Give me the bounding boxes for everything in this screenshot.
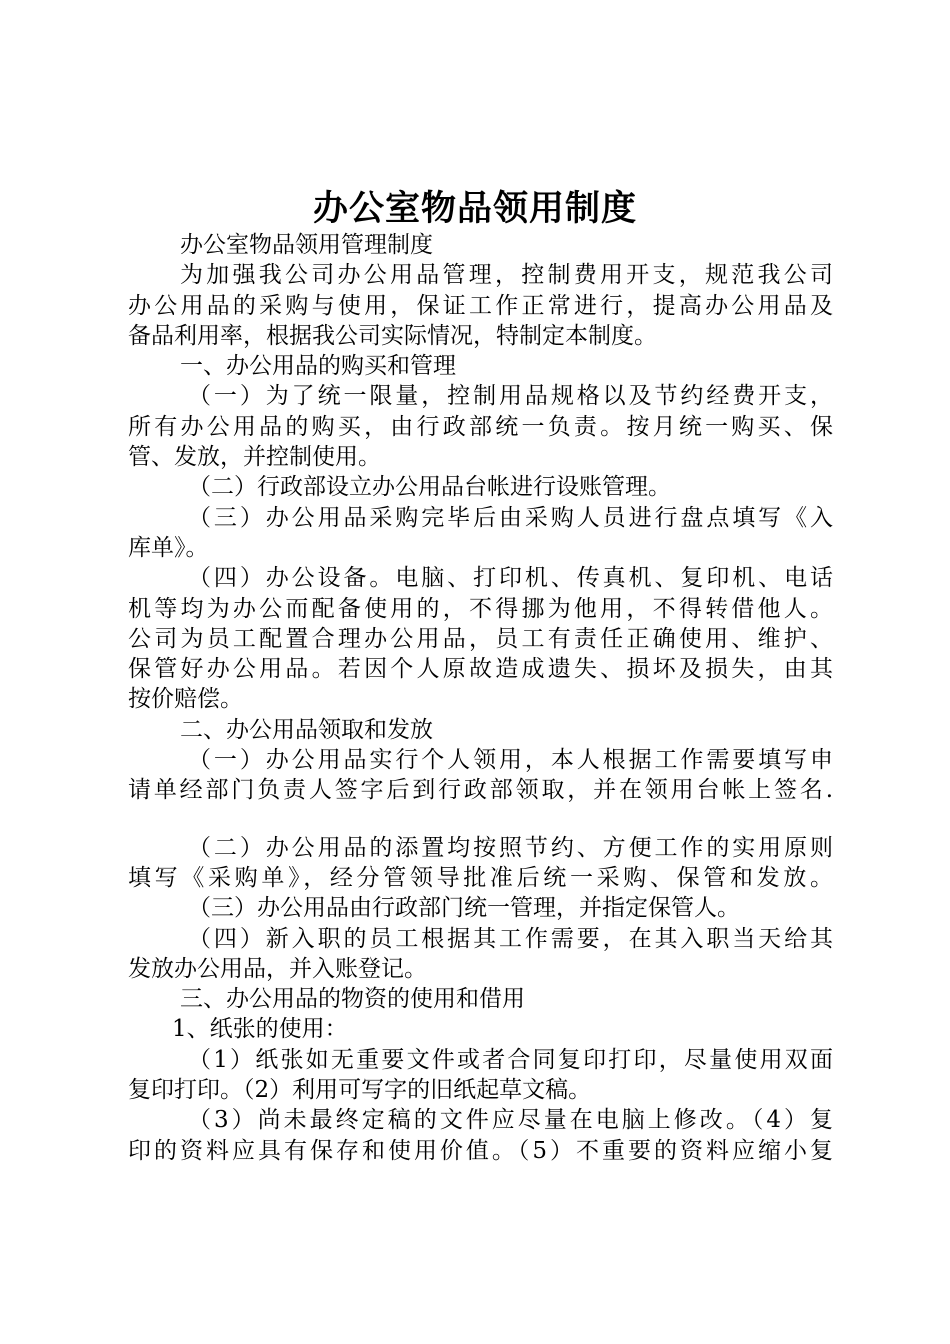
- section-heading: 二、办公用品领取和发放: [180, 716, 433, 743]
- paragraph-line: 复印打印。（2）利用可写字的旧纸起草文稿。: [128, 1077, 592, 1104]
- paragraph-line: 备品利用率，根据我公司实际情况，特制定本制度。: [128, 322, 657, 349]
- blank-line: [128, 806, 833, 833]
- paragraph-line: （一）办公用品实行个人领用，本人根据工作需要填写申: [188, 747, 833, 774]
- paragraph-line: 管、发放，并控制使用。: [128, 444, 381, 471]
- paragraph-line: （3）尚未最终定稿的文件应尽量在电脑上修改。（4）复: [188, 1107, 833, 1134]
- paragraph-line: （三）办公用品采购完毕后由采购人员进行盘点填写《入: [188, 504, 833, 531]
- paragraph-line: 库单》。: [128, 534, 209, 561]
- paragraph-line: 所有办公用品的购买，由行政部统一负责。按月统一购买、保: [128, 413, 833, 440]
- paragraph-line: 办公用品的采购与使用，保证工作正常进行，提高办公用品及: [128, 292, 833, 319]
- document-title: 办公室物品领用制度: [312, 188, 637, 229]
- subtitle-line: 办公室物品领用管理制度: [180, 232, 433, 258]
- paragraph-line: 保管好办公用品。若因个人原故造成遗失、损坏及损失，由其: [128, 656, 833, 683]
- paragraph-line: （四）新入职的员工根据其工作需要，在其入职当天给其: [188, 925, 833, 952]
- paragraph-line: （四）办公设备。电脑、打印机、传真机、复印机、电话: [188, 565, 833, 592]
- paragraph-line: 印的资料应具有保存和使用价值。（5）不重要的资料应缩小复: [128, 1137, 833, 1164]
- paragraph-line: 发放办公用品，并入账登记。: [128, 955, 427, 982]
- paragraph-line: （二）办公用品的添置均按照节约、方便工作的实用原则: [188, 834, 833, 861]
- paragraph-line: 机等均为办公而配备使用的，不得挪为他用，不得转借他人。: [128, 595, 833, 622]
- paragraph-line: （二）行政部设立办公用品台帐进行设账管理。: [188, 474, 671, 501]
- paragraph-line: 公司为员工配置合理办公用品，员工有责任正确使用、维护、: [128, 625, 833, 652]
- document-body: [128, 230, 833, 1166]
- paragraph-line: （一）为了统一限量，控制用品规格以及节约经费开支，: [188, 383, 833, 410]
- subsection-heading: 1、纸张的使用：: [172, 1016, 348, 1043]
- paragraph-line: 填写《采购单》，经分管领导批准后统一采购、保管和发放。: [128, 864, 833, 891]
- section-heading: 三、办公用品的物资的使用和借用: [180, 986, 525, 1013]
- paragraph-line: 为加强我公司办公用品管理，控制费用开支，规范我公司: [180, 262, 833, 289]
- paragraph-line: 按价赔偿。: [128, 686, 243, 713]
- paragraph-line: （1）纸张如无重要文件或者合同复印打印，尽量使用双面: [188, 1046, 833, 1073]
- paragraph-line: （三）办公用品由行政部门统一管理，并指定保管人。: [188, 895, 740, 922]
- section-heading: 一、办公用品的购买和管理: [180, 353, 456, 380]
- paragraph-line: 请单经部门负责人签字后到行政部领取，并在领用台帐上签名.: [128, 777, 833, 804]
